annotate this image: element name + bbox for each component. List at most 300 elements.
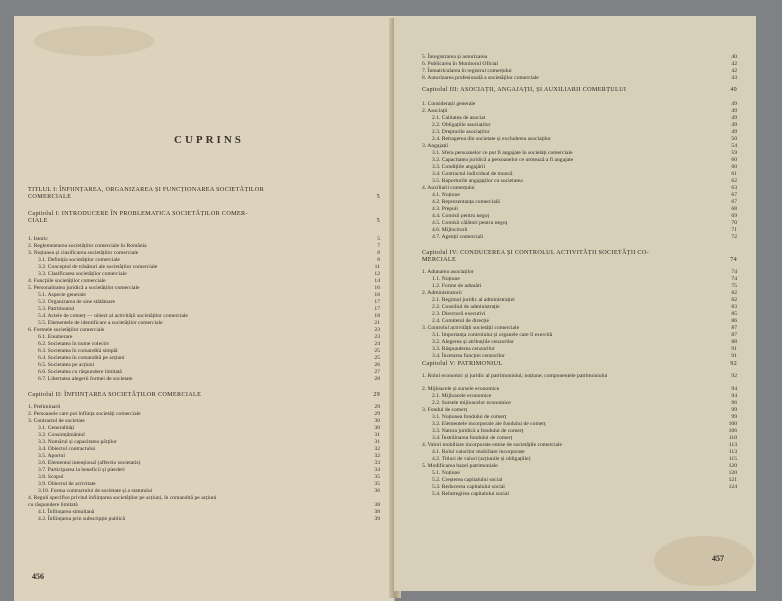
toc-entry-title: 3.6. Elementul intențional (affectio societatis) <box>38 460 141 466</box>
toc-entry <box>422 213 737 220</box>
toc-entry-title: 3. Controlul activității societății comerciale <box>422 325 520 331</box>
toc-entry-page: 70 <box>731 220 737 226</box>
toc-entry <box>422 484 737 491</box>
toc-entry-page: 25 <box>374 348 380 354</box>
toc-entry <box>28 411 380 418</box>
toc-entry-title: 6. Formele societăților comerciale <box>28 327 105 333</box>
toc-entry-title: 1.1. Noțiune <box>432 276 460 282</box>
toc-entry-title: 4.1. Înființarea simultană <box>38 509 95 515</box>
toc-entry-title: 4. Reguli specifice privind înființarea societăților pe acțiuni, în comandită pe acțiuni <box>28 495 217 501</box>
toc-entry <box>422 407 737 414</box>
toc-entry-title: 1.2. Forme de adunări <box>432 283 482 289</box>
toc-entry <box>28 502 380 509</box>
toc-entry <box>422 491 737 498</box>
toc-entry <box>422 143 737 150</box>
toc-entry-page: 87 <box>731 332 737 338</box>
toc-entry-page: 18 <box>374 313 380 319</box>
toc-entry <box>422 199 737 206</box>
toc-entry <box>28 446 380 453</box>
toc-entry-page: 54 <box>731 143 737 149</box>
toc-entry-page: 106 <box>728 428 737 434</box>
toc-entry-title: 5.2. Organizarea de sine stătătoare <box>38 299 115 305</box>
toc-entry-page: 38 <box>374 509 380 515</box>
toc-entry <box>28 425 380 432</box>
toc-entry-title: 2.1. Mijloacele economice <box>432 393 492 399</box>
toc-entry-page: 75 <box>731 283 737 289</box>
toc-entry <box>28 474 380 481</box>
toc-entry-title: 1. Rolul economic și juridic al patrimoniului; noțiune; componentele patrimoniului <box>422 373 608 379</box>
toc-entry-page: 12 <box>374 271 380 277</box>
toc-entry-title: 6.7. Libertatea alegerii formei de societate <box>38 376 133 382</box>
toc-entry-title: 4.6. Mijlocitorii <box>432 227 468 233</box>
toc-entry-page: 71 <box>731 227 737 233</box>
toc-entry-page: 25 <box>374 355 380 361</box>
toc-entry-page: 67 <box>731 199 737 205</box>
toc-entry <box>28 285 380 292</box>
toc-entry-page: 69 <box>731 213 737 219</box>
toc-entry-page: 74 <box>731 269 737 275</box>
toc-entry-page: 67 <box>731 192 737 198</box>
toc-entry <box>422 171 737 178</box>
toc-entry <box>28 404 380 411</box>
toc-entry-title: COMERCIALE <box>28 193 72 200</box>
toc-entry-page: 34 <box>374 467 380 473</box>
toc-entry-title: 3. Contractul de societate <box>28 418 85 424</box>
toc-entry-page: 29 <box>374 404 380 410</box>
toc-entry-title: 3.3. Clasificarea societăților comerciale <box>38 271 127 277</box>
toc-entry <box>422 414 737 421</box>
toc-entry-page: 30 <box>374 418 380 424</box>
toc-entry-page: 91 <box>731 346 737 352</box>
toc-entry-title: 3.3. Numărul și capacitatea părților <box>38 439 117 445</box>
toc-entry <box>422 332 737 339</box>
toc-entry-page: 99 <box>731 407 737 413</box>
toc-entry-page: 33 <box>374 460 380 466</box>
toc-entry-title: 3.2. Elementele incorporale ale fondului de comerț <box>432 421 546 427</box>
toc-entry-title: 4.7. Agenții comerciali <box>432 234 484 240</box>
toc-entry <box>422 353 737 360</box>
toc-entry-title: 3.4. Contractul individual de muncă <box>432 171 513 177</box>
toc-entry <box>422 157 737 164</box>
toc-entry-title: 5. Personalitatea juridică a societăților comerciale <box>28 285 140 291</box>
toc-entry-title: 2.2. Sursele mijloacelor economice <box>432 400 511 406</box>
toc-entry-title: 3.5. Raporturile angajaților cu societatea <box>432 178 523 184</box>
toc-entry-title: 4.4. Comisii pentru negoț <box>432 213 490 219</box>
toc-entry-page: 16 <box>374 285 380 291</box>
toc-entry <box>422 373 737 380</box>
toc-entry <box>28 369 380 376</box>
toc-entry-page: 49 <box>731 115 737 121</box>
toc-entry-title: 3.3. Natura juridică a fondului de comerț <box>432 428 524 434</box>
toc-entry <box>422 325 737 332</box>
toc-entry <box>28 348 380 355</box>
toc-entry <box>28 243 380 250</box>
toc-entry <box>422 283 737 290</box>
toc-entry <box>28 376 380 383</box>
toc-entry <box>28 193 380 200</box>
toc-entry <box>28 453 380 460</box>
toc-entry-title: 4. Funcțiile societăților comerciale <box>28 278 106 284</box>
toc-entry-page: 21 <box>374 320 380 326</box>
toc-entry <box>28 488 380 495</box>
toc-entry <box>422 75 737 82</box>
toc-entry <box>28 334 380 341</box>
toc-entry-page: 42 <box>731 61 737 67</box>
toc-entry <box>422 269 737 276</box>
toc-entry-title: 2. Asociații <box>422 108 448 114</box>
toc-entry-page: 50 <box>731 136 737 142</box>
toc-entry <box>28 362 380 369</box>
toc-entry-title: 6.6. Societatea cu răspundere limitată <box>38 369 122 375</box>
toc-entry-page: 26 <box>374 362 380 368</box>
toc-entry <box>422 421 737 428</box>
toc-entry <box>422 311 737 318</box>
toc-entry-title: 2. Reglementarea societăților comerciale în România <box>28 243 147 249</box>
toc-entry-page: 16 <box>374 292 380 298</box>
toc-entry-page: 5 <box>376 217 380 224</box>
toc-entry-title: MERCIALE <box>422 256 457 263</box>
toc-entry-page: 82 <box>731 290 737 296</box>
toc-entry-title: 3.2. Alegerea și atribuțiile cenzorilor <box>432 339 515 345</box>
toc-entry-title: 3.2. Conceptul de trăsături ale societăților comerciale <box>38 264 158 270</box>
toc-entry-title: 5.4. Reîntregirea capitalului social <box>432 491 509 497</box>
toc-entry-page: 96 <box>731 400 737 406</box>
toc-entry <box>28 257 380 264</box>
toc-entry-title: 3.3. Condițiile angajării <box>432 164 486 170</box>
toc-entry-title: 6.5. Societatea pe acțiuni <box>38 362 95 368</box>
toc-entry-title: 5. Înregistrarea și autorizarea <box>422 54 488 60</box>
toc-entry <box>422 360 737 367</box>
toc-entry <box>422 304 737 311</box>
toc-entry-page: 59 <box>731 150 737 156</box>
toc-entry-title: 3.4. Înstrăinarea fondului de comerț <box>432 435 513 441</box>
toc-entry-title: 3.1. Importanța controlului și organele care îl exercită <box>432 332 553 338</box>
toc-entry-page: 49 <box>731 108 737 114</box>
toc-entry-page: 92 <box>730 360 737 367</box>
toc-entry-title: 4.2. Reprezentanța comercială <box>432 199 500 205</box>
paper-stain <box>34 26 154 56</box>
toc-entry <box>28 278 380 285</box>
open-book <box>8 6 778 598</box>
toc-entry-title: 6.4. Societatea în comandită pe acțiuni <box>38 355 125 361</box>
toc-entry <box>28 271 380 278</box>
toc-entry <box>422 234 737 241</box>
toc-entry <box>28 217 380 224</box>
toc-entry-page: 74 <box>730 256 737 263</box>
toc-entry-page: 42 <box>731 68 737 74</box>
toc-entry-page: 31 <box>374 432 380 438</box>
toc-entry <box>28 391 380 398</box>
toc-entry-page: 113 <box>728 442 737 448</box>
toc-entry-page: 40 <box>731 54 737 60</box>
toc-entry-page: 29 <box>373 391 380 398</box>
toc-entry-page: 113 <box>728 449 737 455</box>
toc-entry <box>422 150 737 157</box>
toc-entry-page: 8 <box>377 250 380 256</box>
toc-entry-title: 3.7. Participarea la beneficii și pierderi <box>38 467 125 473</box>
toc-entry-page: 60 <box>731 164 737 170</box>
toc-entry-page: 91 <box>731 353 737 359</box>
left-page <box>14 16 395 601</box>
toc-entry-page: 43 <box>731 75 737 81</box>
toc-entry-title: 3.4. Încetarea funcției cenzorilor <box>432 353 505 359</box>
toc-entry <box>422 192 737 199</box>
toc-entry <box>422 178 737 185</box>
toc-entry <box>28 495 380 502</box>
toc-entry-title: cu răspundere limitată <box>28 502 78 508</box>
toc-entry-page: 17 <box>374 306 380 312</box>
toc-entry-title: 1. Preliminarii <box>28 404 61 410</box>
toc-entry <box>422 386 737 393</box>
toc-entry-title: 2. Administratorii <box>422 290 462 296</box>
toc-entry <box>422 220 737 227</box>
toc-entry <box>422 122 737 129</box>
toc-entry <box>28 509 380 516</box>
toc-entry-page: 32 <box>374 453 380 459</box>
toc-entry-page: 49 <box>731 122 737 128</box>
toc-entry-page: 121 <box>728 477 737 483</box>
toc-entry-title: 3.1. Sfera persoanelor ce pot fi angajate în societăți comerciale <box>432 150 573 156</box>
toc-heading: CUPRINS <box>174 134 244 146</box>
toc-entry-title: 4.3. Prepuii <box>432 206 458 212</box>
toc-entry-title: 3.1. Generalități <box>38 425 75 431</box>
toc-entry-page: 82 <box>731 297 737 303</box>
toc-entry-page: 5 <box>376 193 380 200</box>
toc-entry-page: 32 <box>374 446 380 452</box>
toc-entry <box>422 115 737 122</box>
toc-entry-title: 2.3. Drepturile asociaților <box>432 129 490 135</box>
toc-entry <box>28 210 380 217</box>
toc-entry-page: 8 <box>377 257 380 263</box>
toc-entry-page: 86 <box>731 318 737 324</box>
toc-entry-title: 4.1. Rolul valorilor mobiliare incorporate <box>432 449 525 455</box>
toc-entry <box>422 129 737 136</box>
toc-entry <box>422 477 737 484</box>
toc-entry-page: 85 <box>731 311 737 317</box>
toc-entry-page: 27 <box>374 369 380 375</box>
toc-entry-title: 1. Considerații generale <box>422 101 476 107</box>
toc-entry <box>422 449 737 456</box>
toc-entry-title: 5.3. Patrimoniul <box>38 306 75 312</box>
toc-entry-page: 87 <box>731 325 737 331</box>
toc-entry-title: 2.4. Retragerea din societate și excluderea asociaților <box>432 136 551 142</box>
toc-entry-title: TITLUL I: ÎNFIINȚAREA, ORGANIZAREA ȘI FUNCȚIONAREA SOCIETĂȚILOR <box>28 186 265 193</box>
toc-entry <box>422 297 737 304</box>
toc-entry-title: Capitolul III: ASOCIAȚII, ANGAJAȚII, ȘI AUXILIARII COMERȚULUI <box>422 86 627 93</box>
toc-entry <box>422 442 737 449</box>
toc-entry-page: 110 <box>728 435 737 441</box>
toc-entry-title: 2. Persoanele care pot înființa societăți comerciale <box>28 411 141 417</box>
toc-entry-title: 5.1. Noțiune <box>432 470 460 476</box>
toc-entry-page: 11 <box>374 264 380 270</box>
toc-entry-page: 5 <box>377 236 380 242</box>
toc-entry-title: 3.9. Obiectul de activitate <box>38 481 96 487</box>
toc-entry-title: 3. Noțiunea și clasificarea societăților comerciale <box>28 250 139 256</box>
toc-entry <box>422 463 737 470</box>
toc-entry-title: 2.1. Regimul juridic al administrației <box>432 297 515 303</box>
toc-entry <box>28 355 380 362</box>
toc-entry-title: 2.2. Consiliul de administrație <box>432 304 500 310</box>
toc-entry <box>28 299 380 306</box>
toc-entry <box>422 164 737 171</box>
toc-entry-page: 120 <box>728 470 737 476</box>
toc-entry-page: 31 <box>374 439 380 445</box>
toc-entry-title: 1. Istoric <box>28 236 48 242</box>
toc-entry <box>28 481 380 488</box>
toc-entry-title: 3.2. Capacitatea juridică a persoanelor ce urmează a fi angajate <box>432 157 574 163</box>
toc-entry-title: 3. Fondul de comerț <box>422 407 468 413</box>
toc-entry <box>28 460 380 467</box>
toc-entry-page: 100 <box>728 421 737 427</box>
toc-entry-title: 8. Autorizarea profesională a societăților comerciale <box>422 75 539 81</box>
toc-entry-title: 2. Mijloacele și sursele economice <box>422 386 500 392</box>
toc-entry-page: 115 <box>728 456 737 462</box>
paper-stain <box>654 536 754 586</box>
toc-entry-page: 61 <box>731 171 737 177</box>
toc-entry-title: 4.5. Comisii călători pentru negoț <box>432 220 508 226</box>
toc-entry <box>28 313 380 320</box>
toc-entry-title: Capitolul V: PATRIMONIUL <box>422 360 503 367</box>
toc-entry-page: 60 <box>731 157 737 163</box>
toc-entry-page: 62 <box>731 178 737 184</box>
toc-entry-page: 23 <box>374 334 380 340</box>
toc-entry-title: 3.3. Răspunderea cenzorilor <box>432 346 495 352</box>
toc-entry <box>28 418 380 425</box>
right-page <box>394 16 756 591</box>
toc-entry <box>28 292 380 299</box>
toc-entry <box>422 276 737 283</box>
toc-entry-page: 30 <box>374 425 380 431</box>
toc-entry-title: 5.4. Actele de comerț — obiect al activității societăților comerciale <box>38 313 188 319</box>
toc-entry-title: 4. Auxiliarii comerțului <box>422 185 475 191</box>
toc-entry-title: Capitolul IV: CONDUCEREA ȘI CONTROLUL ACTIVITĂȚII SOCIETĂȚII CO- <box>422 249 649 256</box>
toc-entry-title: Capitolul I: INTRODUCERE ÎN PROBLEMATICA SOCIETĂȚILOR COMER- <box>28 210 248 217</box>
toc-entry-page: 120 <box>728 463 737 469</box>
right-page-number: 457 <box>712 554 724 563</box>
toc-entry-title: 2.4. Comitetul de direcție <box>432 318 490 324</box>
toc-entry <box>422 206 737 213</box>
toc-entry <box>422 428 737 435</box>
toc-entry <box>28 186 380 193</box>
toc-entry-page: 88 <box>731 339 737 345</box>
toc-entry-title: 3.4. Obiectul contractului <box>38 446 96 452</box>
toc-entry <box>28 432 380 439</box>
toc-entry <box>422 318 737 325</box>
toc-entry-title: 3.5. Aportul <box>38 453 65 459</box>
toc-entry-title: 2.2. Obligațiile asociaților <box>432 122 491 128</box>
toc-entry <box>422 54 737 61</box>
toc-entry <box>422 136 737 143</box>
toc-entry-page: 92 <box>731 373 737 379</box>
toc-entry <box>28 439 380 446</box>
toc-entry <box>28 320 380 327</box>
toc-entry-page: 29 <box>374 411 380 417</box>
toc-entry-page: 68 <box>731 206 737 212</box>
toc-entry <box>422 68 737 75</box>
toc-entry-page: 49 <box>731 129 737 135</box>
toc-entry-title: 6. Publicarea în Monitorul Oficial <box>422 61 498 67</box>
toc-entry-title: 5.3. Reducerea capitalului social <box>432 484 505 490</box>
toc-entry-page: 124 <box>728 484 737 490</box>
toc-entry-page: 49 <box>730 86 737 93</box>
toc-entry <box>422 290 737 297</box>
toc-entry-page: 72 <box>731 234 737 240</box>
toc-entry <box>28 264 380 271</box>
toc-entry-page: 24 <box>374 341 380 347</box>
toc-entry-title: 3. Angajații <box>422 143 449 149</box>
toc-entry <box>422 256 737 263</box>
toc-entry-title: 5.5. Elementele de identificare a societăților comerciale <box>38 320 163 326</box>
toc-entry <box>28 327 380 334</box>
toc-entry <box>422 185 737 192</box>
toc-entry-title: CIALE <box>28 217 48 224</box>
left-page-number: 456 <box>32 572 44 581</box>
toc-entry-page: 23 <box>374 327 380 333</box>
toc-entry-title: 4.2. Înființarea prin subscripție publică <box>38 516 125 522</box>
toc-entry-page: 38 <box>374 502 380 508</box>
toc-entry-title: 6.2. Societatea în nume colectiv <box>38 341 110 347</box>
toc-entry <box>422 108 737 115</box>
toc-entry-title: 4. Valori mobiliare incorporate emise de societățile comerciale <box>422 442 562 448</box>
toc-entry-page: 94 <box>731 386 737 392</box>
toc-entry-title: 5. Modificarea bazei patrimoniale <box>422 463 498 469</box>
toc-entry-page: 74 <box>731 276 737 282</box>
toc-entry-title: 4.1. Noțiune <box>432 192 460 198</box>
toc-entry-page: 35 <box>374 481 380 487</box>
toc-entry <box>422 435 737 442</box>
toc-entry-title: 1. Adunarea asociaților <box>422 269 474 275</box>
toc-entry <box>422 456 737 463</box>
toc-entry <box>422 86 737 93</box>
toc-entry-title: 6.3. Societatea în comandită simplă <box>38 348 118 354</box>
toc-entry <box>28 250 380 257</box>
toc-entry <box>422 249 737 256</box>
toc-entry-page: 17 <box>374 299 380 305</box>
toc-entry-page: 35 <box>374 474 380 480</box>
toc-entry-page: 14 <box>374 278 380 284</box>
toc-entry <box>28 467 380 474</box>
toc-entry-title: 4.2. Titluri de valori (acțiunile și obligațiile) <box>432 456 531 462</box>
toc-entry <box>422 339 737 346</box>
toc-entry-title: 7. Înmatricularea în registrul comerțului <box>422 68 512 74</box>
toc-entry <box>28 236 380 243</box>
toc-entry <box>28 306 380 313</box>
toc-entry-page: 94 <box>731 393 737 399</box>
toc-entry-page: 39 <box>374 516 380 522</box>
toc-entry-title: Capitolul II: ÎNFIINȚAREA SOCIETĂȚILOR COMERCIALE <box>28 391 202 398</box>
toc-entry-page: 49 <box>731 101 737 107</box>
toc-entry-page: 99 <box>731 414 737 420</box>
toc-entry-title: 3.10. Forma contractului de societate și a statutului <box>38 488 153 494</box>
toc-entry <box>422 346 737 353</box>
toc-entry <box>422 101 737 108</box>
toc-entry-page: 7 <box>377 243 380 249</box>
toc-entry-title: 3.2. Consimțământul <box>38 432 85 438</box>
toc-entry <box>422 227 737 234</box>
toc-entry-title: 2.1. Calitatea de asociat <box>432 115 486 121</box>
toc-entry <box>28 516 380 523</box>
toc-entry <box>422 61 737 68</box>
toc-entry-page: 63 <box>731 185 737 191</box>
toc-entry <box>422 400 737 407</box>
toc-entry-title: 3.1. Noțiunea fondului de comerț <box>432 414 507 420</box>
toc-entry-title: 2.3. Directorii executivi <box>432 311 486 317</box>
toc-entry-title: 5.2. Creșterea capitalului social <box>432 477 503 483</box>
toc-entry-title: 5.1. Aspecte generale <box>38 292 86 298</box>
toc-entry <box>422 393 737 400</box>
toc-entry-page: 28 <box>374 376 380 382</box>
toc-entry-page: 83 <box>731 304 737 310</box>
